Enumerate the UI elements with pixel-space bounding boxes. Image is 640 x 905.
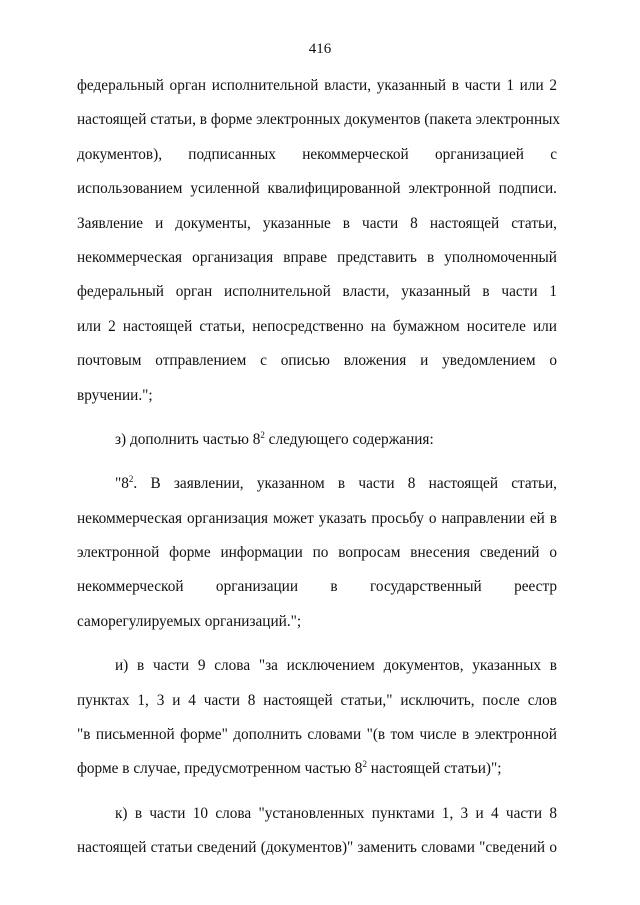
text-line: федеральный орган исполнительной власти, указанный в части 1 или 2 [77, 77, 557, 94]
paragraph-item-i [77, 649, 557, 787]
text-line: "в письменной форме" дополнить словами "(в том числе в электронной [77, 726, 557, 744]
document-body [77, 69, 561, 866]
paragraph-continuation [77, 69, 561, 413]
text-line [77, 467, 557, 501]
text-line: или 2 настоящей статьи, непосредственно на бумажном носителе или [77, 317, 557, 335]
text-segment: следующего содержания: [264, 430, 434, 448]
text-segment: настоящей статьи)"; [366, 760, 502, 778]
text-line: некоммерческая организация может указать просьбу о направлении ей в [77, 509, 557, 527]
text-line: вручении."; [77, 386, 153, 404]
text-segment: "8 [115, 475, 129, 493]
page-number: 416 [308, 41, 332, 57]
superscript: 2 [128, 474, 134, 485]
text-line: почтовым отправлением с описью вложения и уведомлением о [77, 352, 557, 370]
text-line: и) в части 9 слова "за исключением документов, указанных в [115, 657, 557, 675]
paragraph-part-8-2 [77, 467, 557, 639]
text-line: пунктах 1, 3 и 4 части 8 настоящей статьи," исключить, после слов [77, 691, 557, 709]
text-segment: форме в случае, предусмотренном частью 8 [77, 760, 363, 778]
superscript: 2 [260, 429, 265, 440]
text-line [77, 752, 557, 786]
text-line: документов), подписанных некоммерческой организацией с [77, 145, 557, 163]
text-line: некоммерческой организации в государственный реестр [77, 578, 557, 596]
text-segment: . В заявлении, указанном в части 8 настоящей статьи, [133, 475, 557, 493]
text-line: Заявление и документы, указанные в части 8 настоящей статьи, [77, 214, 557, 232]
text-line: использованием усиленной квалифицированной электронной подписи. [77, 180, 557, 198]
superscript: 2 [362, 759, 367, 770]
text-line: настоящей статьи сведений (документов)" заменить словами "сведений о [77, 839, 557, 857]
paragraph-item-k [77, 797, 557, 866]
text-line: электронной форме информации по вопросам внесения сведений о [77, 544, 557, 562]
text-line: саморегулируемых организаций."; [77, 612, 302, 630]
paragraph-item-z [77, 423, 557, 457]
text-line: к) в части 10 слова "установленных пунктами 1, 3 и 4 части 8 [115, 804, 557, 822]
text-line: настоящей статьи, в форме электронных документов (пакета электронных [77, 111, 561, 129]
text-line [77, 423, 557, 457]
text-line: федеральный орган исполнительной власти, указанный в части 1 [77, 283, 557, 301]
text-line: некоммерческая организация вправе представить в уполномоченный [77, 248, 557, 266]
text-segment: з) дополнить частью 8 [115, 430, 261, 448]
